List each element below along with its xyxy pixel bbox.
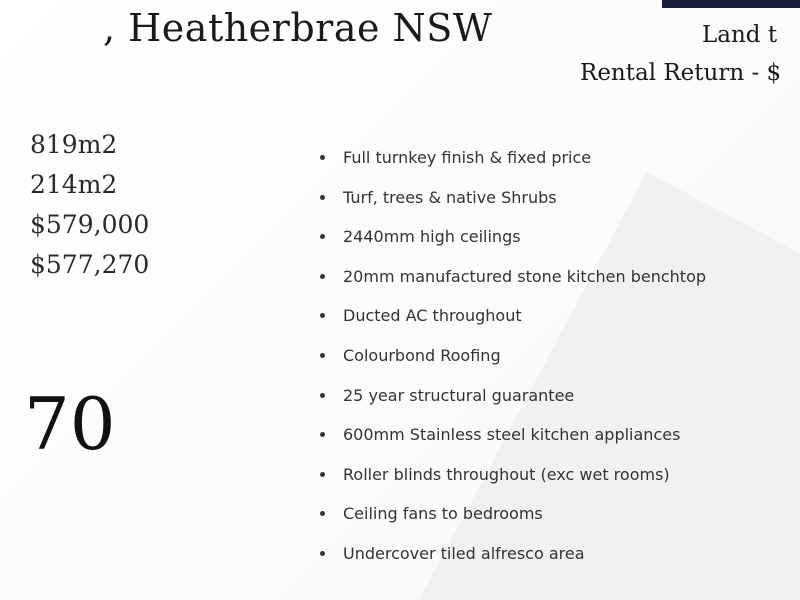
property-stats [30, 125, 149, 285]
bullet-icon [320, 313, 325, 318]
bullet-icon [320, 432, 325, 437]
bullet-icon [320, 472, 325, 477]
bullet-icon [320, 234, 325, 239]
feature-text: 600mm Stainless steel kitchen appliances [343, 425, 681, 445]
feature-text: 25 year structural guarantee [343, 385, 575, 405]
feature-item [318, 455, 706, 495]
land-size: 819m2 [30, 130, 118, 159]
feature-item [318, 217, 706, 257]
feature-item [318, 415, 706, 455]
bullet-icon [320, 353, 325, 358]
feature-text: Colourbond Roofing [343, 345, 501, 365]
feature-text: Ceiling fans to bedrooms [343, 504, 543, 524]
package-price: $579,000 [30, 210, 150, 239]
feature-item [318, 376, 706, 416]
feature-text: Undercover tiled alfresco area [343, 543, 585, 563]
feature-list [318, 138, 706, 574]
bullet-icon [320, 274, 325, 279]
feature-text: Ducted AC throughout [343, 306, 522, 326]
feature-text: Roller blinds throughout (exc wet rooms) [343, 464, 670, 484]
bullet-icon [320, 195, 325, 200]
feature-item [318, 138, 706, 178]
lot-number: 70 [24, 382, 116, 466]
nav-bar [662, 0, 800, 8]
land-label: Land t [702, 22, 778, 48]
feature-item [318, 257, 706, 297]
feature-text: 2440mm high ceilings [343, 227, 521, 247]
feature-item [318, 296, 706, 336]
bullet-icon [320, 511, 325, 516]
feature-text: 20mm manufactured stone kitchen benchtop [343, 266, 707, 286]
house-size: 214m2 [30, 170, 118, 199]
feature-item [318, 494, 706, 534]
rental-return-label: Rental Return - $ [580, 60, 782, 86]
feature-text: Full turnkey finish & fixed price [343, 148, 592, 167]
bullet-icon [320, 393, 325, 398]
feature-text: Turf, trees & native Shrubs [343, 187, 557, 207]
bullet-icon [320, 155, 325, 160]
page-title: , Heatherbrae NSW [103, 6, 493, 50]
feature-item [318, 178, 706, 218]
bullet-icon [320, 551, 325, 556]
feature-item [318, 534, 706, 574]
alternate-price: $577,270 [30, 250, 150, 279]
feature-item [318, 336, 706, 376]
